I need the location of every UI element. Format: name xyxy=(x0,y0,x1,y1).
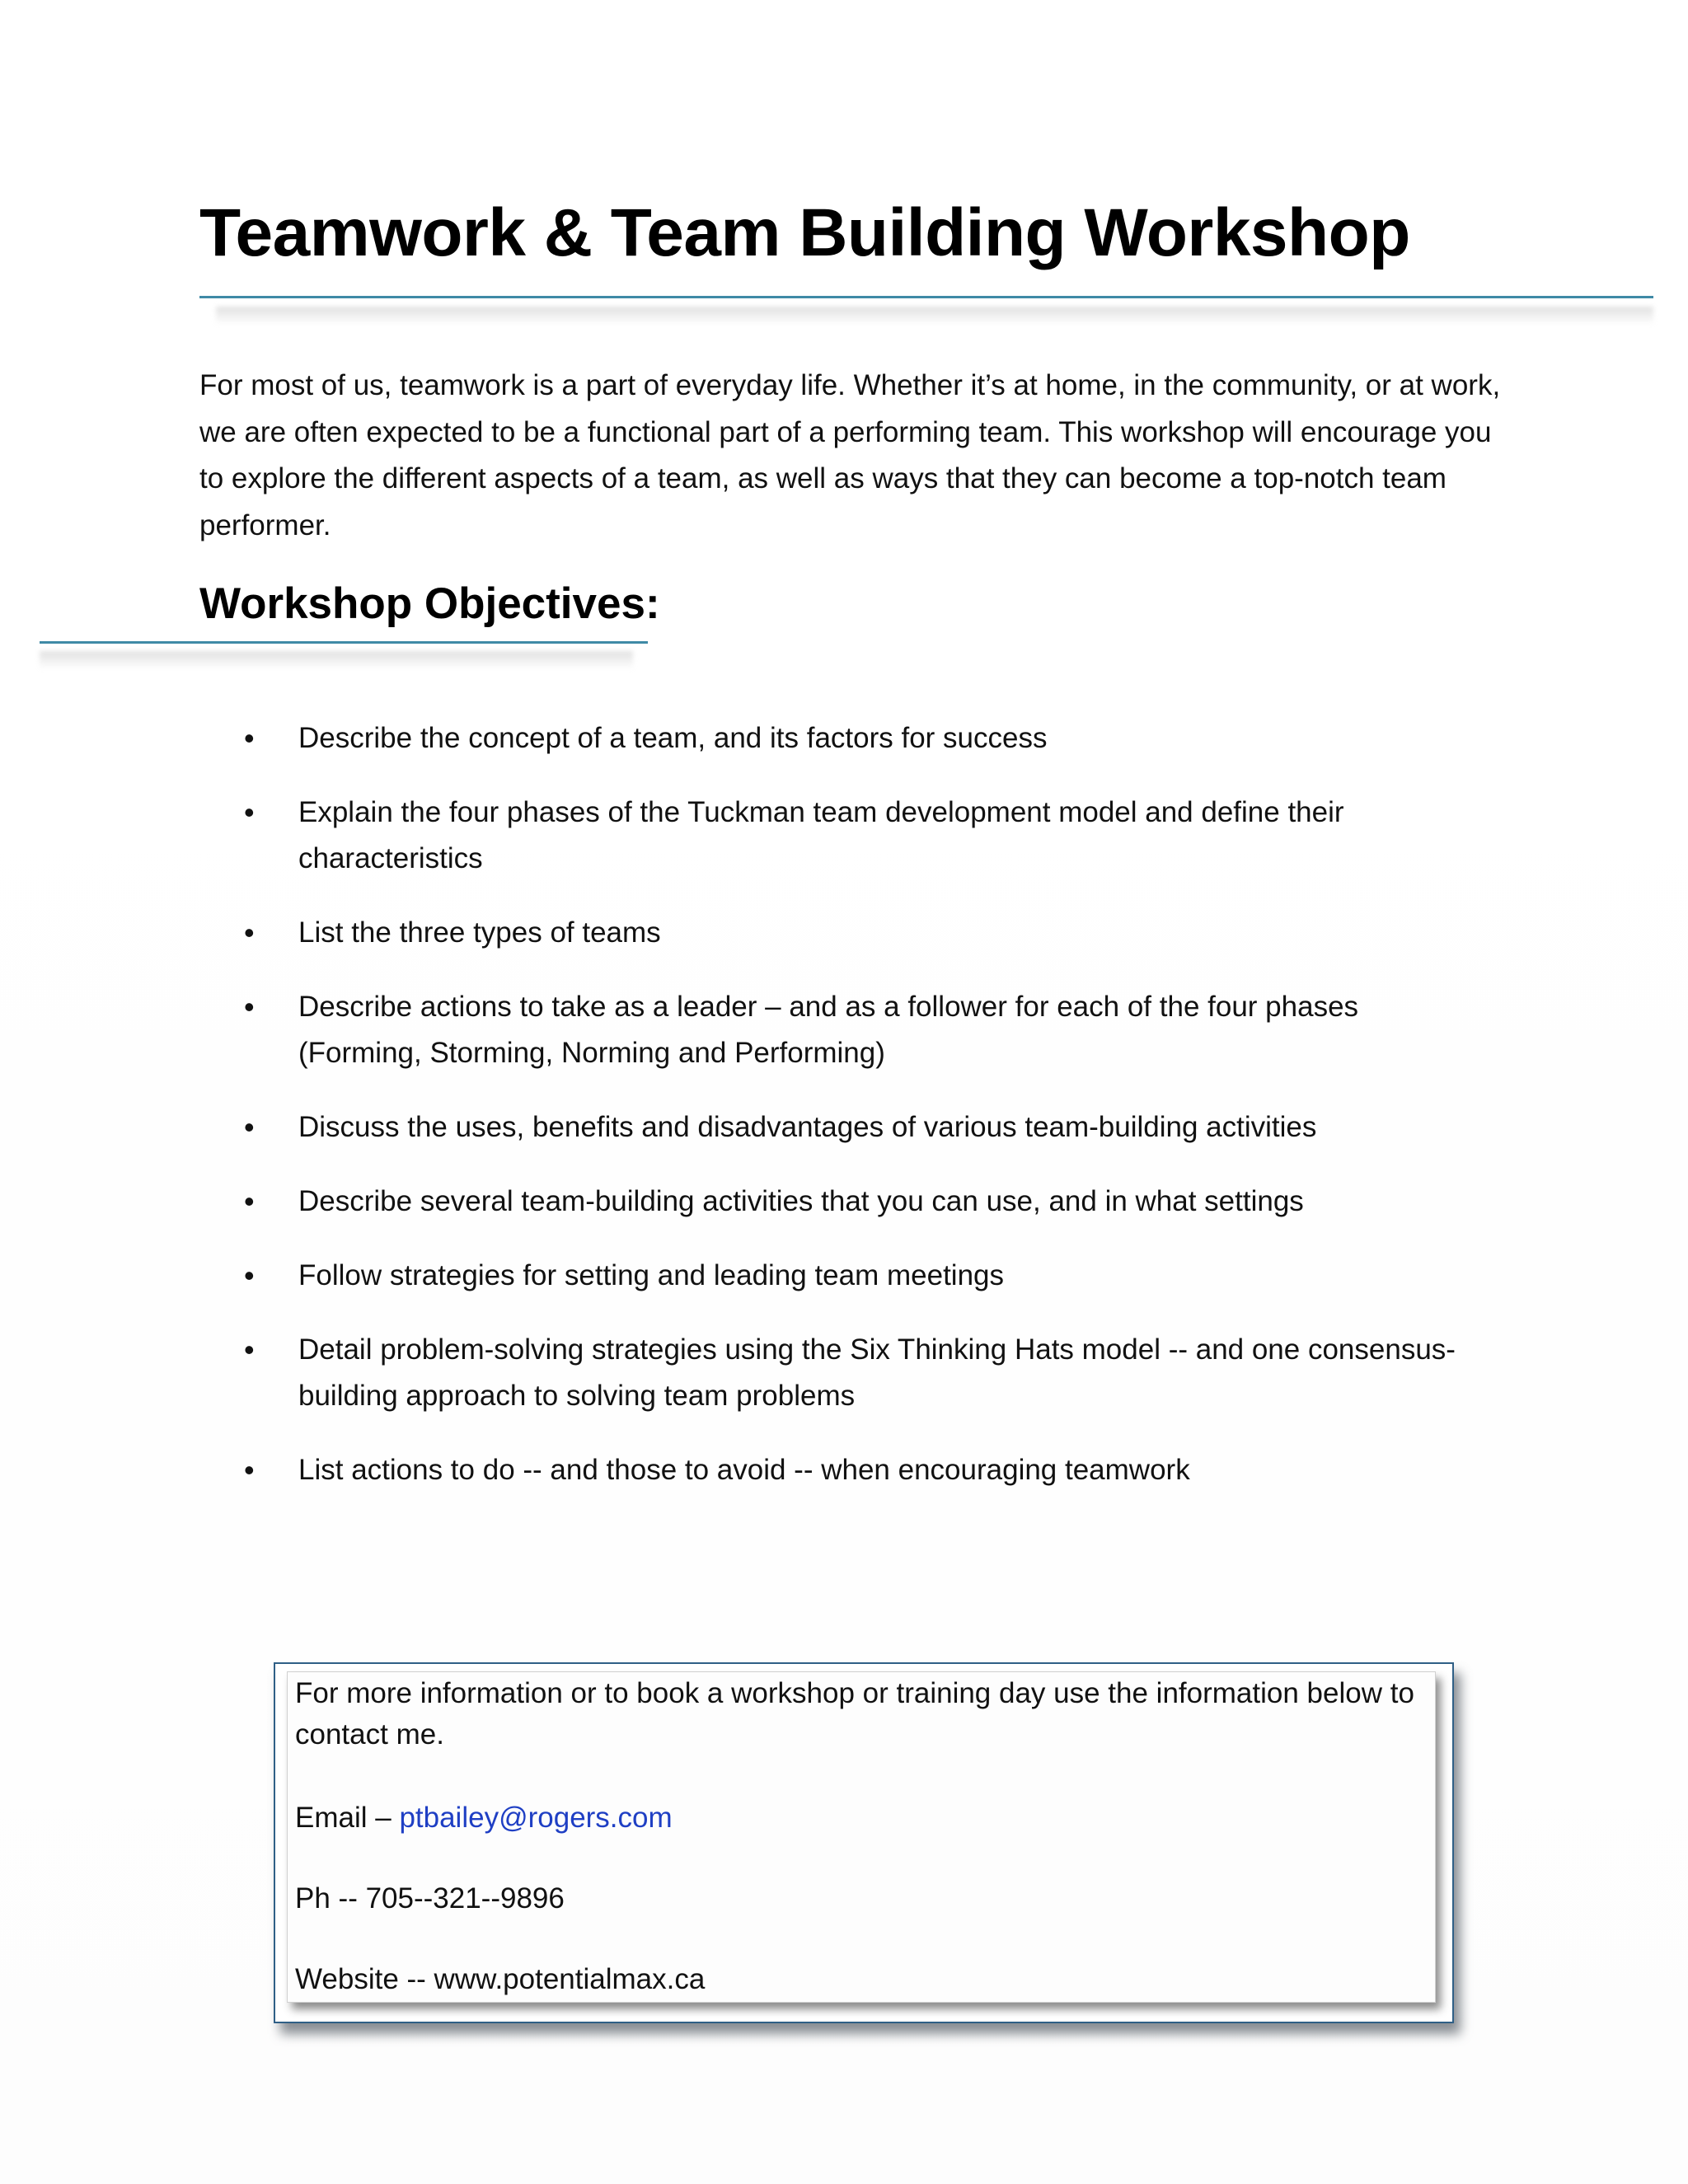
bullet-icon: • xyxy=(244,1453,255,1487)
contact-intro: For more information or to book a workshop or training day use the information below to contact me. xyxy=(295,1677,1414,1750)
objective-text: Describe actions to take as a leader – and as a follower for each of the four phases (Forming, Storming, Norming and Performing) xyxy=(298,991,1359,1069)
email-link[interactable]: ptbailey@rogers.com xyxy=(399,1802,673,1834)
bullet-icon: • xyxy=(244,1110,255,1144)
email-label: Email – xyxy=(295,1802,400,1834)
objective-text: Explain the four phases of the Tuckman team development model and define their characteristics xyxy=(298,796,1344,874)
bullet-icon: • xyxy=(244,1333,255,1366)
objective-text: Discuss the uses, benefits and disadvantages of various team-building activities xyxy=(298,1111,1317,1143)
contact-website: Website -- www.potentialmax.ca xyxy=(295,1963,706,1995)
objective-text: Follow strategies for setting and leading team meetings xyxy=(298,1259,1005,1291)
bullet-icon: • xyxy=(244,795,255,829)
bullet-icon: • xyxy=(244,1184,255,1218)
objectives-underline-shadow xyxy=(40,651,633,669)
contact-phone: Ph -- 705--321--9896 xyxy=(295,1882,565,1915)
page-title: Teamwork & Team Building Workshop xyxy=(199,195,1410,270)
objective-text: Describe the concept of a team, and its factors for success xyxy=(298,722,1048,754)
objective-text: List the three types of teams xyxy=(298,916,661,949)
objective-text: Detail problem-solving strategies using the Six Thinking Hats model -- and one consensus-building approach to solving team problems xyxy=(298,1333,1456,1412)
contact-email-line xyxy=(295,1797,673,1839)
title-underline xyxy=(199,296,1653,298)
objective-text: List actions to do -- and those to avoid -- when encouraging teamwork xyxy=(298,1454,1190,1486)
bullet-icon: • xyxy=(244,1258,255,1292)
bullet-icon: • xyxy=(244,916,255,949)
title-underline-shadow xyxy=(216,307,1653,325)
objectives-heading: Workshop Objectives: xyxy=(199,579,660,628)
bullet-icon: • xyxy=(244,721,255,755)
intro-paragraph: For most of us, teamwork is a part of everyday life. Whether it’s at home, in the community, or at work, we are often expected to be a functional part of a performing team. This workshop will encourage you to explore the different aspects of a team, as well as ways that they can become a top-notch team performer. xyxy=(199,369,1501,541)
objective-text: Describe several team-building activities that you can use, and in what settings xyxy=(298,1185,1304,1217)
bullet-icon: • xyxy=(244,990,255,1024)
objectives-underline xyxy=(40,641,648,644)
